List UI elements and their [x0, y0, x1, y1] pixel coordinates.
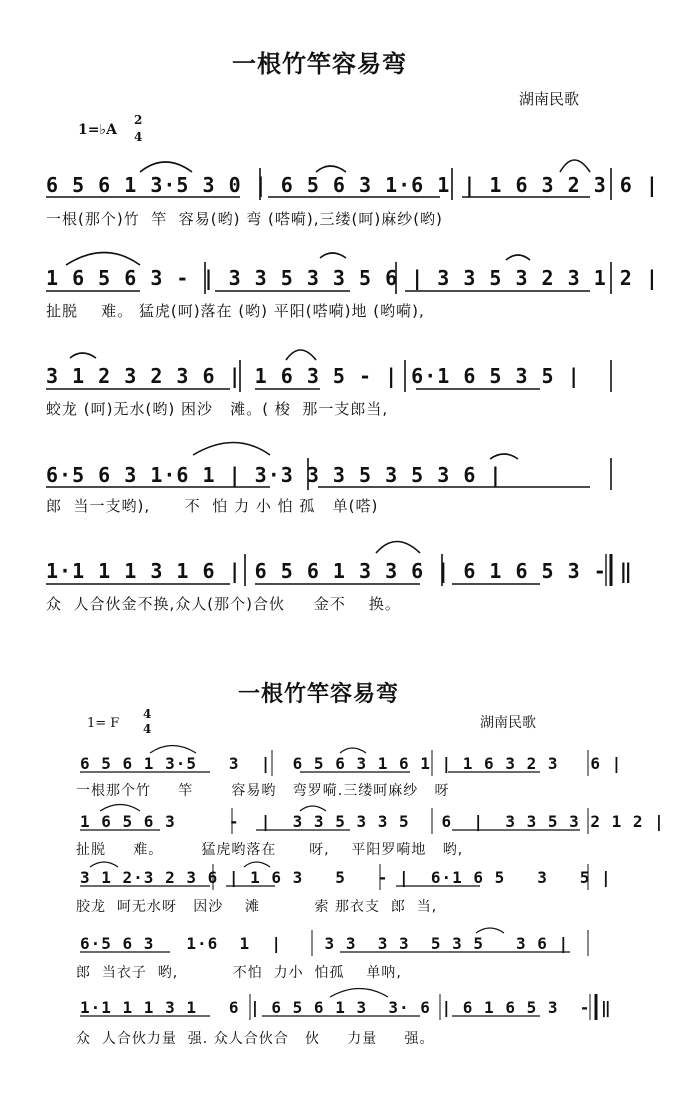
score-2-lyrics-row-1: 一根那个竹 竿 容易哟 弯罗嗬.三缕呵麻纱 呀: [76, 783, 450, 799]
score-1-key: 1=♭A: [78, 122, 117, 138]
score-1-time-top: 2: [134, 113, 143, 127]
score-1-lyrics-row-2: 扯脱 难。 猛虎(呵)落在 (哟) 平阳(嗒嗬)地 (哟嗬),: [46, 302, 425, 320]
score-1-notes-row-1: 6 5 6 1 3·5 3 0 | 6 5 6 3 1·6 1 | 1 6 3 2 3 6 |: [46, 173, 659, 197]
score-2-notes-row-3: 3 1 2·3 2 3 6 | 1 6 3 5 - | 6·1 6 5 3 5 |: [80, 868, 612, 887]
score-2-notes-row-5: 1·1 1 1 3 1 6 | 6 5 6 1 3 3· 6 | 6 1 6 5 3 - ‖: [80, 998, 612, 1017]
score-2-lyrics-row-5: 众 人合伙力量 强. 众人合伙合 伙 力量 强。: [76, 1031, 435, 1047]
score-1-notes-row-5: 1·1 1 1 3 1 6 | 6 5 6 1 3 3 6 | 6 1 6 5 3 - ‖: [46, 559, 633, 583]
score-1-lyrics-row-4: 郎 当一支哟), 不 怕 力 小 怕 孤 单(嗒): [46, 497, 379, 515]
score-1-notes-row-4: 6·5 6 3 1·6 1 | 3·3 3 3 5 3 5 3 6 |: [46, 463, 503, 487]
score-1-notes-row-2: 1 6 5 6 3 - | 3 3 5 3 3 5 6 | 3 3 5 3 2 3 1 2 |: [46, 266, 659, 290]
score-2-lyrics-row-3: 胶龙 呵无水呀 因沙 滩 索 那衣支 郎 当,: [76, 899, 438, 915]
score-1-lyrics-row-3: 蛟龙 (呵)无水(哟) 困沙 滩。( 梭 那一支郎当,: [46, 400, 389, 418]
score-2-title: 一根竹竿容易弯: [238, 682, 400, 707]
score-1-lyrics-row-1: 一根(那个)竹 竿 容易(哟) 弯 (嗒嗬),三缕(呵)麻纱(哟): [46, 210, 443, 228]
score-1-title: 一根竹竿容易弯: [232, 50, 407, 78]
score-1-origin: 湖南民歌: [519, 90, 580, 108]
score-1-time-bottom: 4: [134, 130, 143, 144]
score-1-notes-row-3: 3 1 2 3 2 3 6 | 1 6 3 5 - | 6·1 6 5 3 5 |: [46, 364, 581, 388]
score-2-time-bottom: 4: [143, 722, 152, 736]
score-2-lyrics-row-4: 郎 当衣子 哟, 不怕 力小 怕孤 单呐,: [76, 965, 402, 981]
score-1-lyrics-row-5: 众 人合伙金不换,众人(那个)合伙 金不 换。: [46, 595, 401, 613]
score-2-key: 1= F: [87, 716, 120, 731]
score-2-notes-row-4: 6·5 6 3 1·6 1 | 3 3 3 3 5 3 5 3 6 |: [80, 934, 570, 953]
score-2-time-top: 4: [143, 707, 152, 721]
score-2-lyrics-row-2: 扯脱 难。 猛虎哟落在 呀, 平阳罗嗬地 哟,: [76, 842, 464, 858]
score-2-notes-row-2: 1 6 5 6 3 - | 3 3 5 3 3 5 6 | 3 3 5 3 2 1 2 |: [80, 812, 665, 831]
score-2-origin: 湖南民歌: [480, 715, 536, 731]
score-2-notes-row-1: 6 5 6 1 3·5 3 | 6 5 6 3 1 6 1 | 1 6 3 2 3 6 |: [80, 754, 623, 773]
